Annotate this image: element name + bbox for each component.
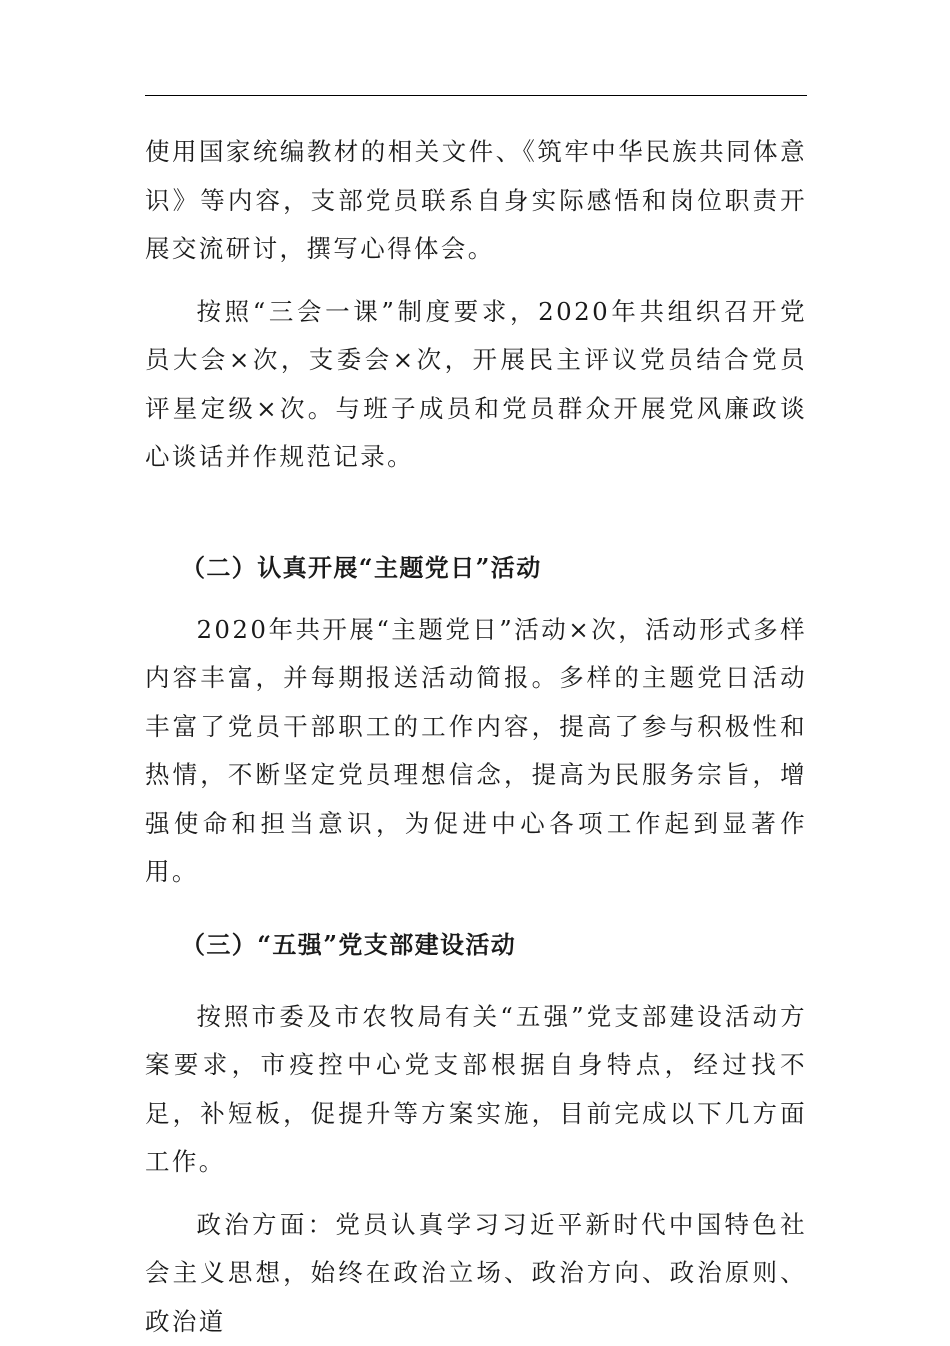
paragraph-three-meetings: 按照“三会一课”制度要求，2020年共组织召开党员大会×次，支委会×次，开展民主评议党员结合党员评星定级×次。与班子成员和党员群众开展党风廉政谈心谈话并作规范记录。: [145, 288, 807, 482]
header-rule: [145, 95, 807, 96]
paragraph-political-aspect: 政治方面：党员认真学习习近平新时代中国特色社会主义思想，始终在政治立场、政治方向、政治原则、政治道: [145, 1201, 807, 1346]
paragraph-five-strong: 按照市委及市农牧局有关“五强”党支部建设活动方案要求，市疫控中心党支部根据自身特点，经过找不足，补短板，促提升等方案实施，目前完成以下几方面工作。: [145, 993, 807, 1187]
section-heading-theme-party-day: （二）认真开展“主题党日”活动: [145, 544, 807, 592]
paragraph-continuation: 使用国家统编教材的相关文件、《筑牢中华民族共同体意识》等内容，支部党员联系自身实际感悟和岗位职责开展交流研讨，撰写心得体会。: [145, 128, 807, 274]
document-body: [145, 128, 807, 1346]
section-heading-five-strong: （三）“五强”党支部建设活动: [145, 921, 807, 969]
paragraph-theme-party-day: 2020年共开展“主题党日”活动×次，活动形式多样内容丰富，并每期报送活动简报。多样的主题党日活动丰富了党员干部职工的工作内容，提高了参与积极性和热情，不断坚定党员理想信念，提高为民服务宗旨，增强使命和担当意识，为促进中心各项工作起到显著作用。: [145, 606, 807, 897]
